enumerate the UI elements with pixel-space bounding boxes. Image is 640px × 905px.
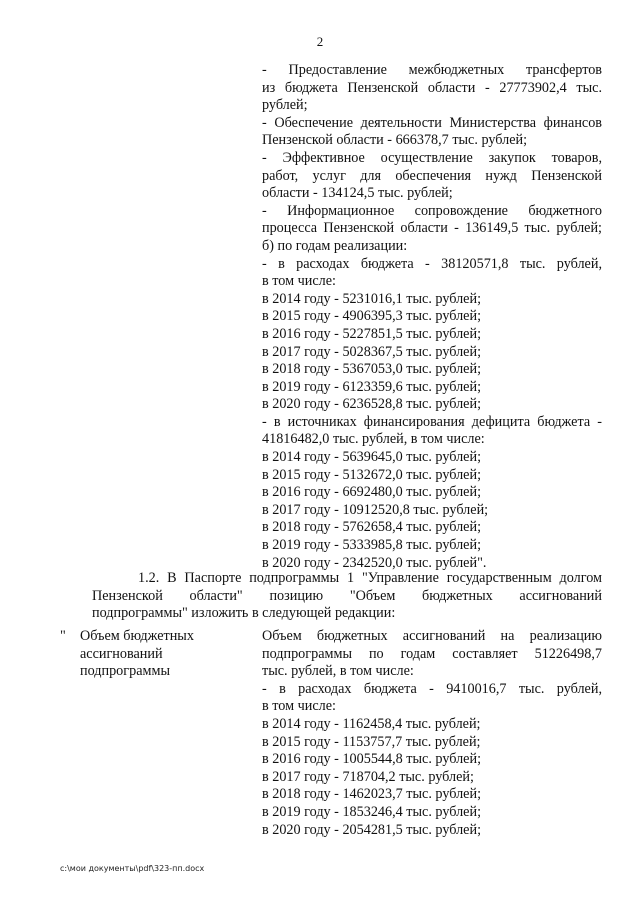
table-right-line: в 2014 году - 1162458,4 тыс. рублей; (262, 715, 481, 732)
text-line: в 2014 году - 5231016,1 тыс. рублей; (262, 290, 482, 307)
table-right-line: - в расходах бюджета - 9410016,7 тыс. рублей, (262, 680, 602, 697)
text-line: в 2020 году - 6236528,8 тыс. рублей; (262, 396, 482, 413)
text-line: Пензенской области - 666378,7 тыс. рублей; (262, 132, 528, 149)
text-line: в 2016 году - 5227851,5 тыс. рублей; (262, 325, 482, 342)
text-line: - Эффективное осуществление закупок товаров, (262, 149, 602, 166)
table-right-line: подпрограммы по годам составляет 51226498,7 (262, 645, 602, 662)
table-right-line: в 2017 году - 718704,2 тыс. рублей; (262, 768, 474, 785)
table-left-cell (80, 628, 230, 681)
table-right-line: в 2016 году - 1005544,8 тыс. рублей; (262, 751, 482, 768)
text-line: в 2018 году - 5762658,4 тыс. рублей; (262, 519, 482, 536)
text-line: 41816482,0 тыс. рублей, в том числе: (262, 431, 485, 448)
file-path-footer: c:\мои документы\pdf\323-пп.docx (60, 864, 205, 873)
text-line: в 2014 году - 5639645,0 тыс. рублей; (262, 449, 482, 466)
text-line: в 2019 году - 5333985,8 тыс. рублей; (262, 537, 482, 554)
text-line: работ, услуг для обеспечения нужд Пензенской (262, 167, 602, 184)
text-line: - Обеспечение деятельности Министерства финансов (262, 114, 602, 131)
opening-quote-mark: " (60, 628, 66, 644)
text-line: в 2020 году - 2342520,0 тыс. рублей". (262, 554, 487, 571)
funding-by-activity-block (262, 62, 602, 572)
text-line: в 2015 году - 4906395,3 тыс. рублей; (262, 308, 482, 325)
text-line: в 2015 году - 5132672,0 тыс. рублей; (262, 466, 482, 483)
text-line: - в расходах бюджета - 38120571,8 тыс. рублей, (262, 255, 602, 272)
text-line: из бюджета Пензенской области - 27773902,4 тыс. (262, 79, 602, 96)
text-line: - Информационное сопровождение бюджетного (262, 202, 602, 219)
table-right-line: Объем бюджетных ассигнований на реализацию (262, 628, 602, 644)
table-right-line: в 2015 году - 1153757,7 тыс. рублей; (262, 733, 481, 750)
text-line: процесса Пензенской области - 136149,5 тыс. рублей; (262, 220, 602, 237)
text-line: в 2017 году - 5028367,5 тыс. рублей; (262, 343, 482, 360)
table-right-line: в том числе: (262, 698, 336, 715)
table-right-cell (262, 628, 602, 839)
text-line: в том числе: (262, 273, 336, 290)
text-line: в 2016 году - 6692480,0 тыс. рублей; (262, 484, 482, 501)
table-left-line: подпрограммы (80, 663, 170, 680)
table-right-line: в 2018 году - 1462023,7 тыс. рублей; (262, 786, 482, 803)
amendment-paragraph (92, 570, 602, 623)
paragraph-line: 1.2. В Паспорте подпрограммы 1 "Управление государственным долгом (138, 570, 602, 586)
table-right-line: в 2019 году - 1853246,4 тыс. рублей; (262, 803, 482, 820)
text-line: в 2018 году - 5367053,0 тыс. рублей; (262, 361, 482, 378)
text-line: в 2017 году - 10912520,8 тыс. рублей; (262, 501, 489, 518)
table-left-line: Объем бюджетных (80, 628, 194, 644)
text-line: рублей; (262, 97, 308, 114)
table-right-line: в 2020 году - 2054281,5 тыс. рублей; (262, 821, 482, 838)
page-number: 2 (316, 34, 324, 49)
text-line: области - 134124,5 тыс. рублей; (262, 185, 453, 202)
table-right-line: тыс. рублей, в том числе: (262, 663, 414, 680)
table-left-line: ассигнований (80, 645, 163, 662)
text-line: - Предоставление межбюджетных трансфертов (262, 62, 602, 78)
text-line: - в источниках финансирования дефицита бюджета - (262, 413, 602, 430)
text-line: б) по годам реализации: (262, 237, 408, 254)
text-line: в 2019 году - 6123359,6 тыс. рублей; (262, 378, 482, 395)
paragraph-line: Пензенской области" позицию "Объем бюджетных ассигнований (92, 587, 602, 604)
paragraph-line: подпрограммы" изложить в следующей редакции: (92, 605, 396, 622)
